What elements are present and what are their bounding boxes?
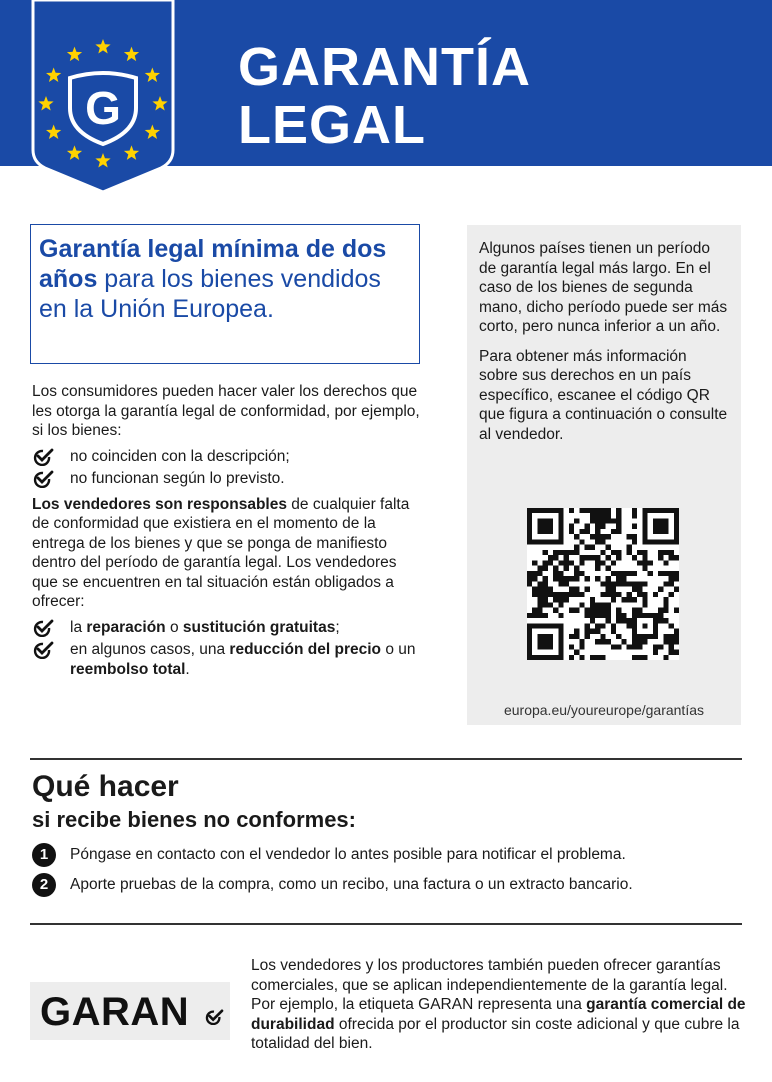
seller-responsibility-rest: de cualquier falta de conformidad que existiera en el momento de la entrega de los bienes y que se ponga de manifiesto dentro del período de garantía legal. Los vendedores que se encuentren en tal situación están obligados a ofrecer: — [32, 495, 410, 610]
text-bold: garantía comercial de durabilidad — [251, 996, 746, 1033]
check-icon — [32, 619, 54, 637]
minimum-guarantee-callout — [30, 224, 420, 364]
text-bold: reparación — [86, 618, 166, 636]
list-item — [32, 640, 424, 679]
info-paragraph-2: Para obtener más información sobre sus derechos en un país específico, escanee el código QR que figura a continuación o consulte al vendedor. — [479, 347, 728, 443]
text-bold: reembolso total — [70, 660, 186, 678]
callout-bold: Garantía legal mínima de dos años — [39, 235, 387, 293]
header-banner — [0, 0, 772, 166]
commercial-guarantee-text — [251, 956, 751, 1054]
nonconformity-list — [32, 447, 424, 489]
check-icon — [32, 448, 54, 466]
divider — [30, 758, 742, 760]
list-item — [32, 447, 424, 467]
what-to-do-subtitle: si recibe bienes no conformes: — [32, 807, 356, 832]
qr-code-icon[interactable] — [527, 508, 679, 660]
list-item — [32, 618, 424, 638]
text-part: . — [185, 660, 190, 678]
seller-responsibility-bold: Los vendedores son responsables — [32, 495, 287, 513]
check-icon — [32, 641, 54, 659]
text-part: en algunos casos, una — [70, 641, 230, 658]
step-text: Póngase en contacto con el vendedor lo antes posible para notificar el problema. — [70, 846, 626, 863]
step-text: Aporte pruebas de la compra, como un recibo, una factura o un extracto bancario. — [70, 876, 633, 893]
text-part: o — [165, 618, 183, 636]
text-bold: sustitución gratuitas — [182, 618, 336, 636]
title-line-2: LEGAL — [238, 95, 426, 155]
text-part: la — [70, 618, 87, 636]
step-number-icon: 1 — [32, 843, 56, 867]
page-title — [238, 38, 531, 154]
info-paragraph-1: Algunos países tienen un período de garantía legal más largo. En el caso de los bienes de segunda mano, dicho período puede ser más corto, pero nunca inferior a un año. — [479, 240, 728, 335]
check-icon — [204, 1009, 224, 1025]
seller-responsibility-text — [32, 495, 424, 612]
divider — [30, 923, 742, 925]
text-bold: reducción del precio — [229, 641, 382, 658]
callout-rest: para los bienes vendidos en la Unión Europea. — [39, 265, 381, 323]
step-2 — [32, 875, 633, 905]
steps-list — [32, 845, 633, 905]
garan-logo-text: GARAN — [40, 990, 190, 1034]
emblem-letter: G — [85, 82, 121, 134]
step-number-icon: 2 — [32, 873, 56, 897]
eu-shield-emblem — [30, 0, 176, 194]
remedies-list — [32, 618, 424, 680]
country-info-box — [467, 225, 741, 725]
step-1 — [32, 845, 633, 875]
text-part: o un — [381, 641, 416, 658]
check-icon — [32, 470, 54, 488]
rights-intro: Los consumidores pueden hacer valer los derechos que les otorga la garantía legal de conformidad, por ejemplo, si los bienes: — [32, 383, 420, 439]
rights-section — [32, 382, 424, 685]
what-to-do-title: Qué hacer — [32, 770, 179, 803]
title-line-1: GARANTÍA — [238, 37, 531, 97]
text-part: ; — [335, 618, 340, 636]
text-part: Los vendedores y los productores también pueden ofrecer garantías comerciales, que se aplican independientemente de la garantía legal. Por ejemplo, la etiqueta GARAN representa una — [251, 957, 728, 1013]
garan-logo — [30, 982, 230, 1040]
list-item-text: no coinciden con la descripción; — [70, 447, 290, 465]
text-part: ofrecida por el productor sin coste adicional y que cubre la totalidad del bien. — [251, 1015, 740, 1052]
list-item-text: no funcionan según lo previsto. — [70, 470, 285, 487]
info-url[interactable]: europa.eu/youreurope/garantías — [503, 702, 705, 718]
list-item — [32, 469, 424, 489]
